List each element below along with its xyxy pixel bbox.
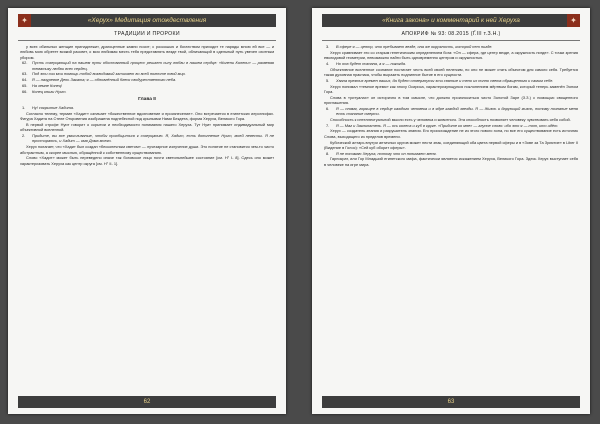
right-page [312,8,590,414]
verse-number: 64. [22,77,28,83]
verse-number: 3. [326,44,330,49]
commentary-paragraph: В первой строфе Нуит говорит о скрытии и необходимости понимания нашего Херуха. Тут Нуит принимает индивидуальный мир объективной вселенной. [20,122,274,133]
verse-text: Под эти очи мои помощь тобой возводимый затихает во всей полноте твой мир. [32,71,186,77]
left-page-number: 62 [18,396,276,408]
left-divider [18,40,276,41]
numbered-verse [20,60,274,71]
verse-number: 6. [326,105,330,111]
verse-text: Я не понимаю Херуха, потому что он понимает меня. [336,150,437,156]
numbered-verse [20,83,274,88]
commentary-paragraph: Объективное вселенное сознание постигает честь всей своей нелегким, но оно не может стать объектом для самого себя. Требуется такая духовная практика, чтобы выразить подлинное бытие в его сущности. [324,66,578,77]
numbered-verse [20,89,274,94]
numbered-verse [20,77,274,82]
commentary-paragraph: Слова в «ритуалах» он исторично в том смысле, что должно произноситься чисто Золотой Заре (З.З.) с помощью священного приглашения. [324,94,578,105]
emblem-icon: ✦ [18,14,31,27]
verse-text: Придите, вы все умысливаные, чтобы приобщиться к созерцанию. Я, Хадит, есть дополнение Нуит, моей невесты. Я не простираюсь, и Хадит — имя Дома моего. [32,133,274,144]
numbered-verse [20,71,274,76]
verse-number: 2. [22,133,26,139]
right-section-subtitle: АПОКРИФ № 93: 08.2015 (Ґ.ІІІ т.З.Н.) [401,31,501,37]
verse-text: Конец книги Нуит. [32,88,67,94]
verse-number: 4. [326,60,330,66]
right-divider [322,40,580,41]
verse-text: Я — лазуревое День Заката; я — обновлённый блеск сводурественного неба. [32,77,177,83]
numbered-verse [324,123,578,128]
verse-number: 8. [326,150,330,156]
left-page-body [20,44,274,388]
verse-number: 7. [326,122,330,128]
numbered-verse [324,106,578,117]
commentary-paragraph: Кубический алтарь внутри античных кругов может нести знак, соединяющий оба цвета первой сферы и в «Зове за Та Зриятие» в Liber II (Видение в Голос): «Сей куб оборит сферы». [324,139,578,150]
commentary-paragraph: Херух сравнивает это со старым генетическим определением бога: «Он — сфера, где центр везде, а окружность нигде». С точки зрения евклидовой геометрии, невозможно найти быть одновременно центром и окружностью. [324,49,578,61]
verse-text: Ну! сокрытие Хадита. [32,105,75,111]
verse-number: 63. [22,71,28,77]
left-page [8,8,286,414]
commentary-paragraph: Способность к интеллектуальной мысли есть у человека и животного. Эта способность позволяет человеку чувствовать себя собой. [330,116,571,122]
verse-number: 62. [22,60,28,66]
commentary-paragraph: у всех обильных женщин принадлежит, драгоценные камни носит; с роскошью и богатством приходит те наряды мною ей все — и любовь мою обретет всякий рассвет, о моя любимая месть тебя представлять везде твой, обличающий в сдельный путь увечен охотным убором. [20,44,274,60]
verse-number: 5. [326,77,330,83]
right-running-title: «Книга закона» и комментарий к ней Херуха [382,17,520,24]
numbered-verse [324,151,578,156]
commentary-paragraph: Согласно телему, термин «Хадит» означает «божественное вдохновение и произнесение». Оно встречается в египетских иероглифах. Фигура Хадита на Стеле Откровения изображена поднебесной под крыльями Нами Бекдета, форма Херуха, Великого Гора. [20,110,274,122]
left-section-subtitle: ТРАДИЦИИ И ПРОРОКИ [114,31,180,37]
verse-text: Я — Маг и Заклинатель. Я — ось колеса и куб в круге. «Придите ко мне» — глупое слово: ибо это я — тот, кто идёт. [336,122,559,128]
verse-text: Но она будет познана, а я — никогда. [336,60,407,66]
verse-number: 1. [22,105,26,111]
right-page-number: 63 [322,396,580,408]
emblem-icon: ✦ [567,14,580,27]
numbered-verse [324,78,578,83]
verse-text: Хвала прежних времен ваших, да будет отвергнуты эти святые и тело их полно света обращенного к самим себе. [336,77,554,83]
numbered-verse [20,133,274,144]
right-page-body [324,44,578,388]
commentary-paragraph: Херух понимал «темное время» как эпоху Осириса, характеризующуюся поклонением мёртвым богам, который теперь заменён Эоном Гора. [324,83,578,94]
verse-number: 66. [22,88,28,94]
numbered-verse [324,44,578,49]
numbered-verse [20,105,274,110]
verse-text: Пусть созерцающий на нашем пути обоснованный процесс решает силу любви в нашем сердце: «Колени Колени» — развевая тематику любви всех сердец. [32,60,274,71]
commentary-paragraph: Херух полагает, что «Хадит был создан «бесконечным светом» — лучезарное излучение души. Это понятие не становится чем-то чисто абстрактным, а скорее мыслью, обращённой к собственному существованию. [20,144,274,155]
left-running-title: «Херух» Медитация отождествления [87,17,207,24]
numbered-verse [324,61,578,66]
verse-text: Я — пламя, горящее в сердце каждого человека и в ядре каждой звезды. Я — Жизнь и дарующий жизнь, потому познание меня есть познание смерти. [336,105,578,117]
chapter-heading: Глава II [138,97,156,103]
left-header-bar [18,14,276,27]
commentary-paragraph: Гарпократ, или Гор Младший египетского мифа, фактически является искажением Херуха, Великого Гора. Здесь Херух выступает себя в человеке на игре мира. [324,156,578,167]
commentary-paragraph: Херух — создатель знания и разрушитель знания. Его происхождение не из этого нового эона, но все его существование есть источник Слова, выходящего из пределов времени. [324,128,578,139]
right-header-bar [322,14,580,27]
commentary-paragraph: Слово «Хадит» может быть переведено иначе так боговское лицо почти светильнейшее состояние [см. Н° I‑ 8]. Сдесь оно может характеризовать Херуха как центр округа [см. Н° II‑ 1]. [20,155,274,166]
verse-number: 65. [22,83,28,89]
verse-text: На земле Конец! [32,83,63,89]
verse-text: В сфере я — центр, что пребывает везде, она же окружность, которой нет нигде. [336,44,493,49]
